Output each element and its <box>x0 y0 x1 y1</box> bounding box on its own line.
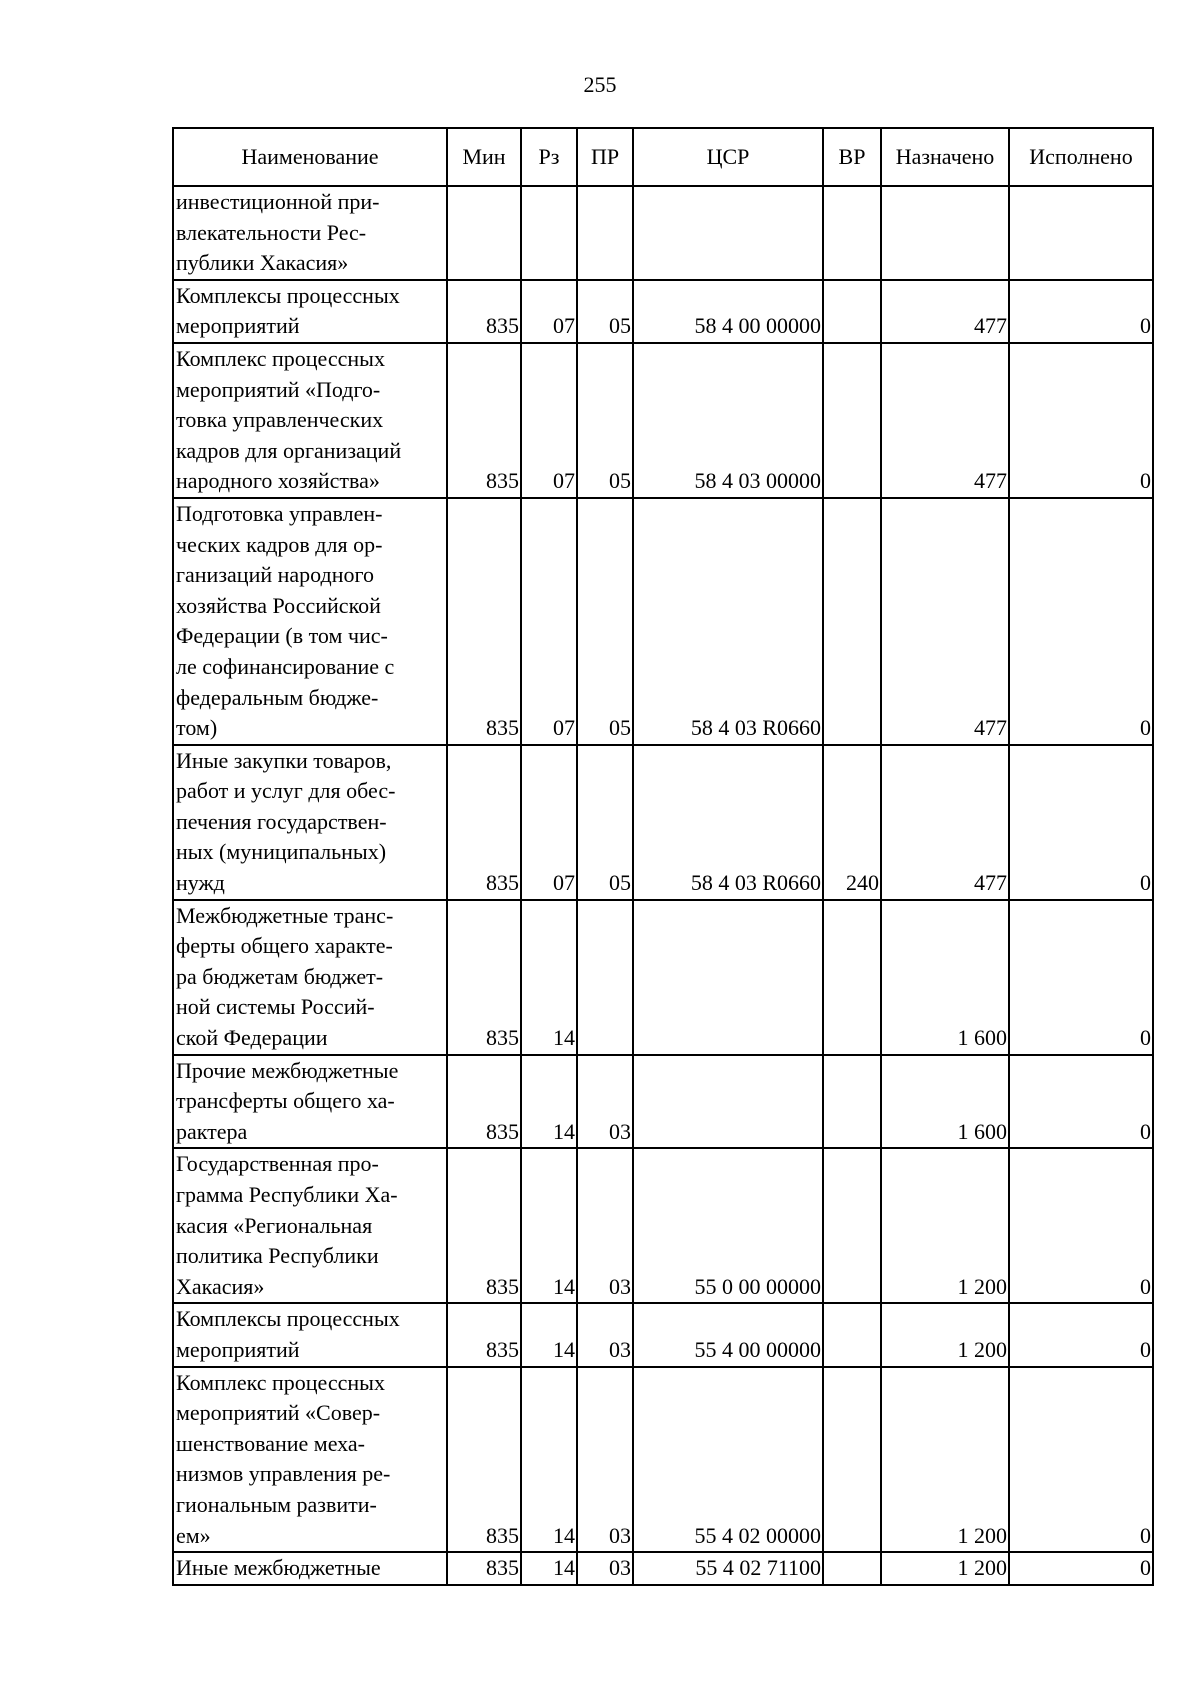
row-csr <box>633 186 823 280</box>
page-number: 255 <box>583 72 617 97</box>
row-executed: 0 <box>1009 1303 1153 1366</box>
row-min: 835 <box>447 498 521 745</box>
header-min: Мин <box>447 128 521 186</box>
table-row <box>173 1303 1153 1366</box>
row-min: 835 <box>447 1552 521 1585</box>
row-min: 835 <box>447 280 521 343</box>
row-csr: 55 0 00 00000 <box>633 1148 823 1303</box>
header-executed: Исполнено <box>1009 128 1153 186</box>
row-name: Комплекс процессных мероприятий «Совер- шенствование меха- низмов управления ре- гиональным развити- ем» <box>173 1367 447 1553</box>
row-rz: 14 <box>521 1303 577 1366</box>
row-rz: 07 <box>521 280 577 343</box>
row-name: Подготовка управлен- ческих кадров для ор- ганизаций народного хозяйства Российской Федерации (в том чис- ле софинансирование с федеральным бюдже- том) <box>173 498 447 745</box>
row-pr <box>577 186 633 280</box>
row-vr <box>823 343 881 498</box>
row-executed: 0 <box>1009 900 1153 1055</box>
row-rz <box>521 186 577 280</box>
row-csr: 55 4 00 00000 <box>633 1303 823 1366</box>
row-vr <box>823 1367 881 1553</box>
table-row <box>173 1367 1153 1553</box>
row-vr <box>823 900 881 1055</box>
row-csr <box>633 1055 823 1149</box>
table-row <box>173 343 1153 498</box>
row-min: 835 <box>447 1055 521 1149</box>
row-csr: 58 4 03 R0660 <box>633 498 823 745</box>
row-csr: 55 4 02 00000 <box>633 1367 823 1553</box>
row-executed: 0 <box>1009 745 1153 900</box>
row-rz: 07 <box>521 498 577 745</box>
budget-table <box>172 127 1154 1586</box>
row-csr: 58 4 03 00000 <box>633 343 823 498</box>
row-executed: 0 <box>1009 280 1153 343</box>
row-rz: 14 <box>521 900 577 1055</box>
row-name: инвестиционной при- влекательности Рес- публики Хакасия» <box>173 186 447 280</box>
row-assigned: 1 200 <box>881 1303 1009 1366</box>
row-name: Иные закупки товаров, работ и услуг для обес- печения государствен- ных (муниципальных) нужд <box>173 745 447 900</box>
row-rz: 14 <box>521 1367 577 1553</box>
row-rz: 14 <box>521 1148 577 1303</box>
row-name: Прочие межбюджетные трансферты общего ха- рактера <box>173 1055 447 1149</box>
header-csr: ЦСР <box>633 128 823 186</box>
row-vr <box>823 1552 881 1585</box>
table-row <box>173 745 1153 900</box>
row-pr <box>577 900 633 1055</box>
table-row <box>173 1552 1153 1585</box>
row-rz: 14 <box>521 1055 577 1149</box>
row-pr: 05 <box>577 280 633 343</box>
row-pr: 03 <box>577 1148 633 1303</box>
row-vr <box>823 280 881 343</box>
row-assigned: 477 <box>881 343 1009 498</box>
table-header-row <box>173 128 1153 186</box>
row-executed: 0 <box>1009 1367 1153 1553</box>
row-min: 835 <box>447 745 521 900</box>
row-min: 835 <box>447 900 521 1055</box>
row-assigned: 477 <box>881 745 1009 900</box>
row-vr: 240 <box>823 745 881 900</box>
row-csr: 55 4 02 71100 <box>633 1552 823 1585</box>
header-pr: ПР <box>577 128 633 186</box>
row-csr: 58 4 00 00000 <box>633 280 823 343</box>
row-assigned: 1 200 <box>881 1148 1009 1303</box>
row-min <box>447 186 521 280</box>
table-row <box>173 1148 1153 1303</box>
row-assigned: 1 600 <box>881 1055 1009 1149</box>
row-name: Межбюджетные транс- ферты общего характе- ра бюджетам бюджет- ной системы Россий- ской Федерации <box>173 900 447 1055</box>
row-executed <box>1009 186 1153 280</box>
row-vr <box>823 1148 881 1303</box>
table-row <box>173 498 1153 745</box>
row-csr: 58 4 03 R0660 <box>633 745 823 900</box>
row-pr: 03 <box>577 1367 633 1553</box>
table-row <box>173 186 1153 280</box>
row-name: Комплексы процессных мероприятий <box>173 1303 447 1366</box>
row-executed: 0 <box>1009 1055 1153 1149</box>
row-executed: 0 <box>1009 498 1153 745</box>
row-pr: 03 <box>577 1303 633 1366</box>
row-name: Иные межбюджетные <box>173 1552 447 1585</box>
row-csr <box>633 900 823 1055</box>
row-pr: 05 <box>577 498 633 745</box>
row-assigned: 1 200 <box>881 1552 1009 1585</box>
header-name: Наименование <box>173 128 447 186</box>
row-min: 835 <box>447 1367 521 1553</box>
row-rz: 07 <box>521 343 577 498</box>
row-pr: 05 <box>577 343 633 498</box>
row-vr <box>823 1303 881 1366</box>
row-name: Комплекс процессных мероприятий «Подго- товка управленческих кадров для организаций народного хозяйства» <box>173 343 447 498</box>
header-vr: ВР <box>823 128 881 186</box>
row-pr: 03 <box>577 1552 633 1585</box>
row-min: 835 <box>447 343 521 498</box>
row-executed: 0 <box>1009 343 1153 498</box>
row-pr: 05 <box>577 745 633 900</box>
row-assigned: 1 600 <box>881 900 1009 1055</box>
row-vr <box>823 498 881 745</box>
row-pr: 03 <box>577 1055 633 1149</box>
row-executed: 0 <box>1009 1148 1153 1303</box>
table-body <box>173 186 1153 1585</box>
table-row <box>173 1055 1153 1149</box>
row-assigned: 1 200 <box>881 1367 1009 1553</box>
row-assigned: 477 <box>881 498 1009 745</box>
row-assigned: 477 <box>881 280 1009 343</box>
row-min: 835 <box>447 1148 521 1303</box>
row-name: Государственная про- грамма Республики Ха- касия «Региональная политика Республики Хакасия» <box>173 1148 447 1303</box>
header-rz: Рз <box>521 128 577 186</box>
row-rz: 14 <box>521 1552 577 1585</box>
row-vr <box>823 186 881 280</box>
row-min: 835 <box>447 1303 521 1366</box>
row-vr <box>823 1055 881 1149</box>
row-rz: 07 <box>521 745 577 900</box>
header-assigned: Назначено <box>881 128 1009 186</box>
row-name: Комплексы процессных мероприятий <box>173 280 447 343</box>
table-row <box>173 900 1153 1055</box>
row-executed: 0 <box>1009 1552 1153 1585</box>
row-assigned <box>881 186 1009 280</box>
table-row <box>173 280 1153 343</box>
